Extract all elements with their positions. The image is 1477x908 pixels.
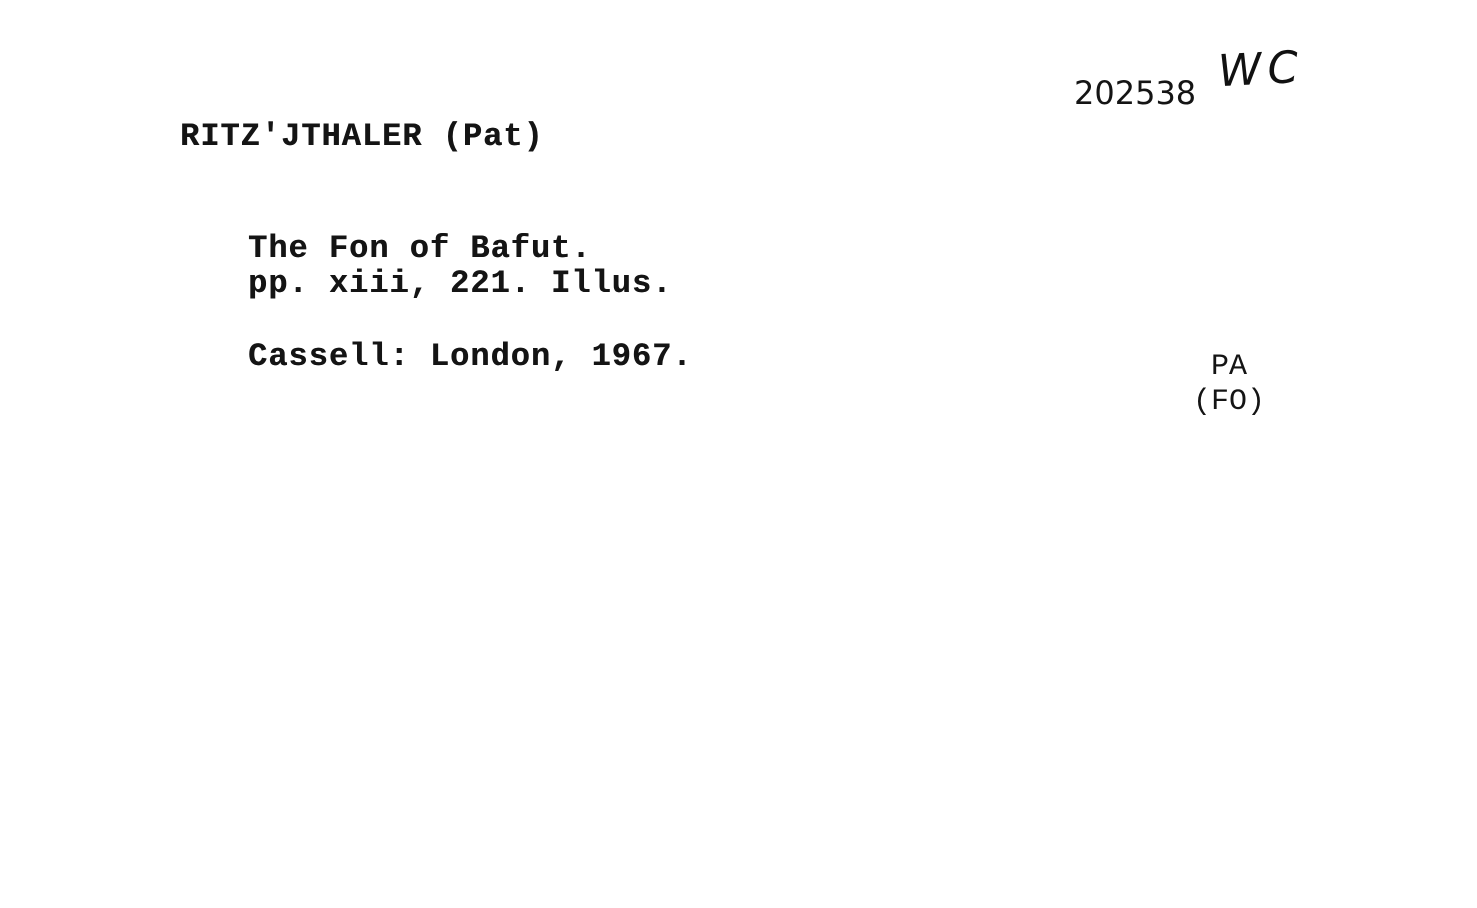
accession-number: 202538 [1074,74,1197,112]
class-mark [1186,350,1272,420]
author-heading: RITZ'JTHALER (Pat) [180,118,544,155]
publication-imprint: Cassell: London, 1967. [248,338,693,375]
handwritten-location-mark: WC [1216,41,1306,98]
book-title: The Fon of Bafut. [248,230,592,267]
class-mark-line-2: (FO) [1192,385,1265,419]
class-mark-line-1: PA [1210,350,1247,384]
pagination-note: pp. xiii, 221. Illus. [248,265,673,302]
